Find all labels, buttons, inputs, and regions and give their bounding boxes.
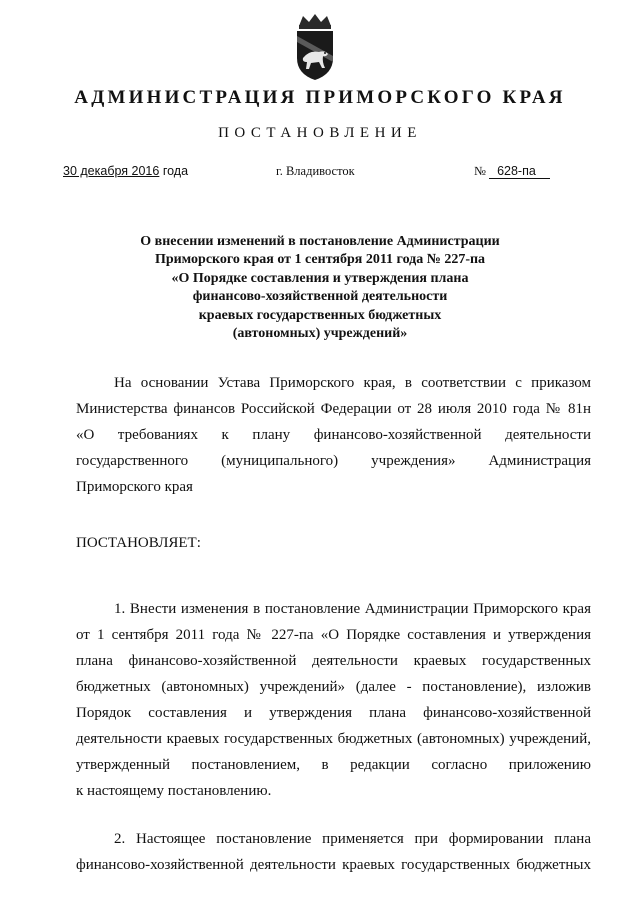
paragraph-line: бюджетных (автономных) учреждений» (далее - постановление), изложив [76,679,591,695]
paragraph-line: 2. Настоящее постановление применяется при формировании плана [114,831,591,847]
subject-line: (автономных) учреждений» [232,326,408,342]
paragraph-line: деятельности краевых государственных бюджетных (автономных) учреждений, [76,731,591,747]
paragraph-line: 1. Внести изменения в постановление Администрации Приморского края [114,601,591,617]
document-subject [110,233,530,343]
subject-line: Приморского края от 1 сентября 2011 года № 227-па [154,252,486,268]
subject-line: О внесении изменений в постановление Администрации [140,234,500,249]
coat-of-arms-icon [289,12,341,82]
date-suffix: года [162,164,189,178]
paragraph-line: финансово-хозяйственной деятельности краевых государственных бюджетных [76,857,591,873]
paragraph-line: плана финансово-хозяйственной деятельности краевых государственных [76,653,591,669]
paragraph-line: государственного (муниципального) учреждения» Администрация [76,453,591,469]
paragraph-line: Приморского края [76,479,193,495]
date-value: 30 декабря 2016 [63,164,160,178]
document-number [474,164,550,179]
subject-line: краевых государственных бюджетных [198,307,442,323]
item-1-paragraph [76,596,591,804]
paragraph-line: от 1 сентября 2011 года № 227-па «О Порядке составления и утверждения [76,627,591,643]
paragraph-line: Порядок составления и утверждения плана финансово-хозяйственной [76,705,591,721]
paragraph-line: На основании Устава Приморского края, в соответствии с приказом [114,375,591,391]
paragraph-line: «О требованиях к плану финансово-хозяйственной деятельности [76,427,591,443]
number-value: 628-па [489,164,550,179]
subject-line: финансово-хозяйственной деятельности [192,289,448,305]
preamble-paragraph [76,370,591,500]
document-date [63,164,188,178]
item-2-paragraph [76,826,591,878]
subject-line: «О Порядке составления и утверждения плана [171,270,469,286]
ordain-heading: ПОСТАНОВЛЯЕТ: [76,535,201,551]
paragraph-line: Министерства финансов Российской Федерации от 28 июля 2010 года № 81н [76,401,591,417]
document-type: ПОСТАНОВЛЕНИЕ [218,125,422,141]
number-prefix: № [474,164,486,178]
paragraph-line: к настоящему постановлению. [76,783,272,799]
document-city: г. Владивосток [276,164,355,178]
paragraph-line: утвержденный постановлением, в редакции согласно приложению [76,757,591,773]
organization-title: АДМИНИСТРАЦИЯ ПРИМОРСКОГО КРАЯ [74,87,566,108]
